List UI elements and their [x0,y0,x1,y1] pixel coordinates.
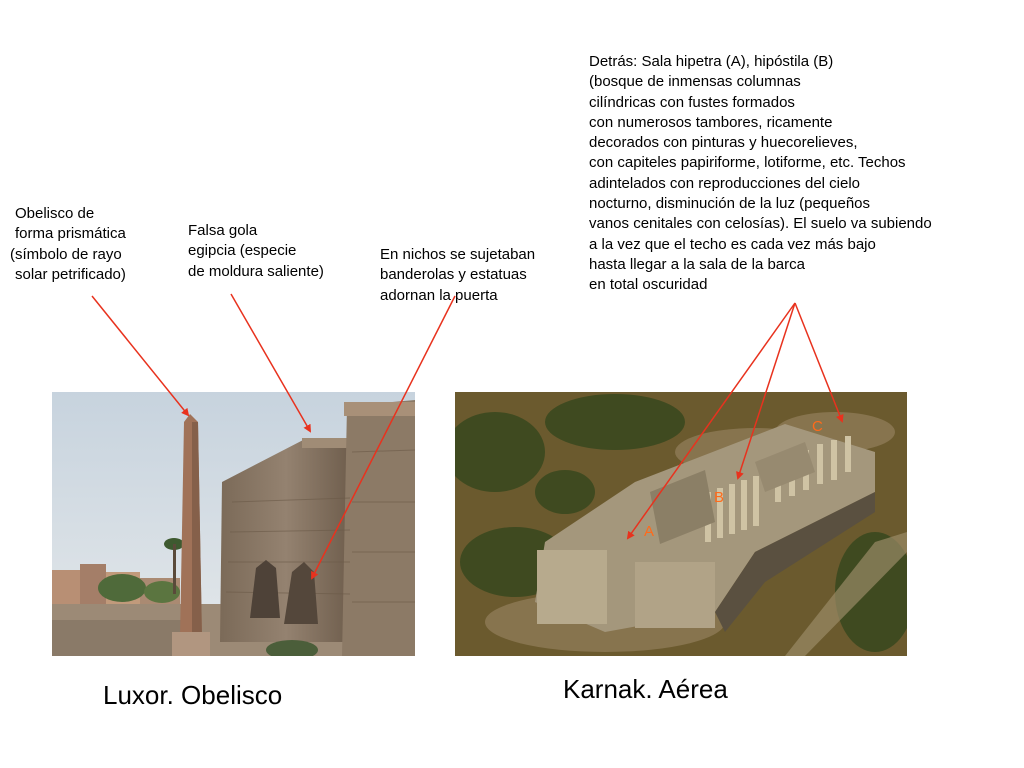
marker-c: C [812,418,823,435]
annotation-line: (símbolo de rayo [10,245,122,263]
annotation-line: Obelisco de [15,205,95,222]
annotation-line: hasta llegar a la sala de la barca [589,255,805,273]
arrow-obelisco [92,296,188,415]
annotation-line: Falsa gola [188,222,258,239]
annotation-line: a la vez que el techo es cada vez más bajo [589,235,876,253]
arrow-c [795,303,842,421]
caption-luxor: Luxor. Obelisco [103,680,283,710]
annotation-line: Detrás: Sala hipetra (A), hipóstila (B) [589,53,834,70]
arrow-nichos [312,296,455,578]
annotation-line: en total oscuridad [589,276,708,294]
arrow-gola [231,294,310,431]
annotation-line: nocturno, disminución de la luz (pequeños [589,195,871,213]
caption-karnak: Karnak. Aérea [563,674,728,704]
annotation-line: adornan la puerta [380,286,498,304]
annotation-line: (bosque de inmensas columnas [589,73,801,91]
annotation-line: cilíndricas con fustes formados [589,93,795,111]
annotation-line: vanos cenitales con celosías). El suelo va subiendo [589,215,932,233]
marker-b: B [714,489,725,506]
annotation-line: de moldura saliente) [188,262,324,280]
annotation-line: forma prismática [15,225,126,243]
annotation-line: adintelados con reproducciones del cielo [589,174,861,192]
annotation-line: banderolas y estatuas [380,266,527,284]
annotation-line: decorados con pinturas y huecorelieves, [589,134,858,152]
annotation-line: solar petrificado) [15,265,126,283]
annotation-line: con numerosos tambores, ricamente [589,113,833,131]
arrow-b [738,303,795,478]
arrow-a [628,303,795,538]
marker-a: A [644,523,655,540]
annotation-line: con capiteles papiriforme, lotiforme, etc. Techos [589,154,906,172]
annotation-line: egipcia (especie [188,242,297,260]
annotation-line: En nichos se sujetaban [380,246,536,263]
